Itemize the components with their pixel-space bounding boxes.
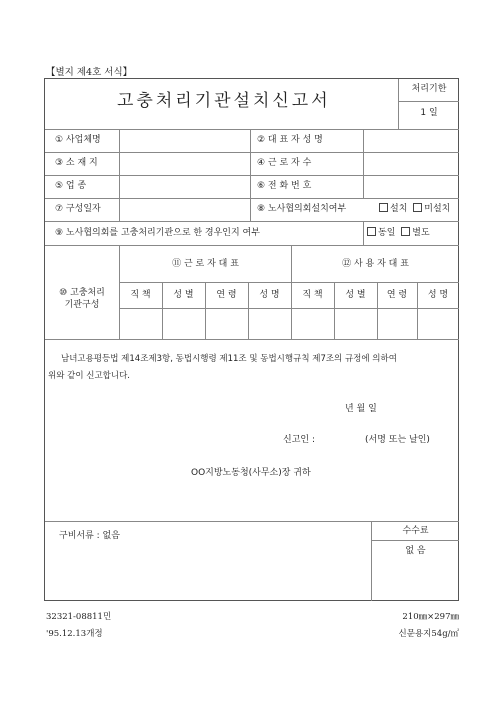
representative-name-label: ② 대 표 자 성 명 [257,135,323,145]
processing-deadline-value: 1 일 [420,108,438,118]
declarant-label: 신고인 : [283,435,315,445]
council-installed-options: 설치 미설치 [379,203,450,215]
fee-label: 수수료 [402,526,429,536]
paper-type: 신문용지54g/㎡ [398,629,459,639]
col-employer-name: 성 명 [427,290,449,300]
form-label: 【별지 제4호 서식】 [46,67,133,78]
council-as-grievance-label: ⑨ 노사협의회를 고충처리기관으로 한 경우인지 여부 [55,228,260,238]
col-worker-age: 연 령 [216,290,237,300]
same-separate-options: 동일 별도 [367,227,430,239]
form-title: 고충처리기관설치신고서 [117,91,331,111]
business-name-label: ① 사업체명 [55,135,101,145]
formation-date-label: ⑦ 구성일자 [55,204,101,214]
revision-date: '95.12.13개정 [46,629,103,639]
phone-label: ⑥ 전 화 번 호 [257,181,312,191]
same-checkbox[interactable] [367,227,376,236]
required-documents: 구비서류 : 없음 [59,531,120,541]
council-installed-label: ⑧ 노사협의회설치여부 [257,204,347,214]
employer-representatives-header: ⑫ 사 용 자 대 표 [342,259,409,269]
legal-basis-line2: 위와 같이 신고합니다. [48,371,131,381]
address-label: ③ 소 재 지 [55,158,98,168]
processing-deadline-label: 처리기한 [411,84,447,94]
form-frame [44,78,459,601]
grievance-body-label: ⑩ 고충처리 기관구성 [59,288,105,310]
col-worker-name: 성 명 [259,290,280,300]
separate-checkbox[interactable] [401,227,410,236]
col-employer-sex: 성 별 [345,290,366,300]
worker-representatives-header: ⑪ 근 로 자 대 표 [172,259,239,269]
form-code: 32321-08811민 [46,612,112,622]
fee-value: 없 음 [405,546,426,556]
col-worker-sex: 성 별 [173,290,194,300]
report-date: 년 월 일 [345,404,377,414]
paper-size: 210㎜×297㎜ [402,612,459,622]
col-employer-position: 직 책 [302,290,323,300]
col-employer-age: 연 령 [386,290,408,300]
col-worker-position: 직 책 [130,290,151,300]
worker-count-label: ④ 근 로 자 수 [257,158,312,168]
recipient: OO지방노동청(사무소)장 귀하 [191,468,311,478]
industry-label: ⑤ 업 종 [55,181,87,191]
legal-basis-line1: 남녀고용평등법 제14조제3항, 동법시행령 제11조 및 동법시행규칙 제7조의 규정에 의하여 [61,354,397,364]
installed-checkbox[interactable] [379,203,388,212]
not-installed-checkbox[interactable] [413,203,422,212]
signature-label: (서명 또는 날인) [365,435,430,445]
